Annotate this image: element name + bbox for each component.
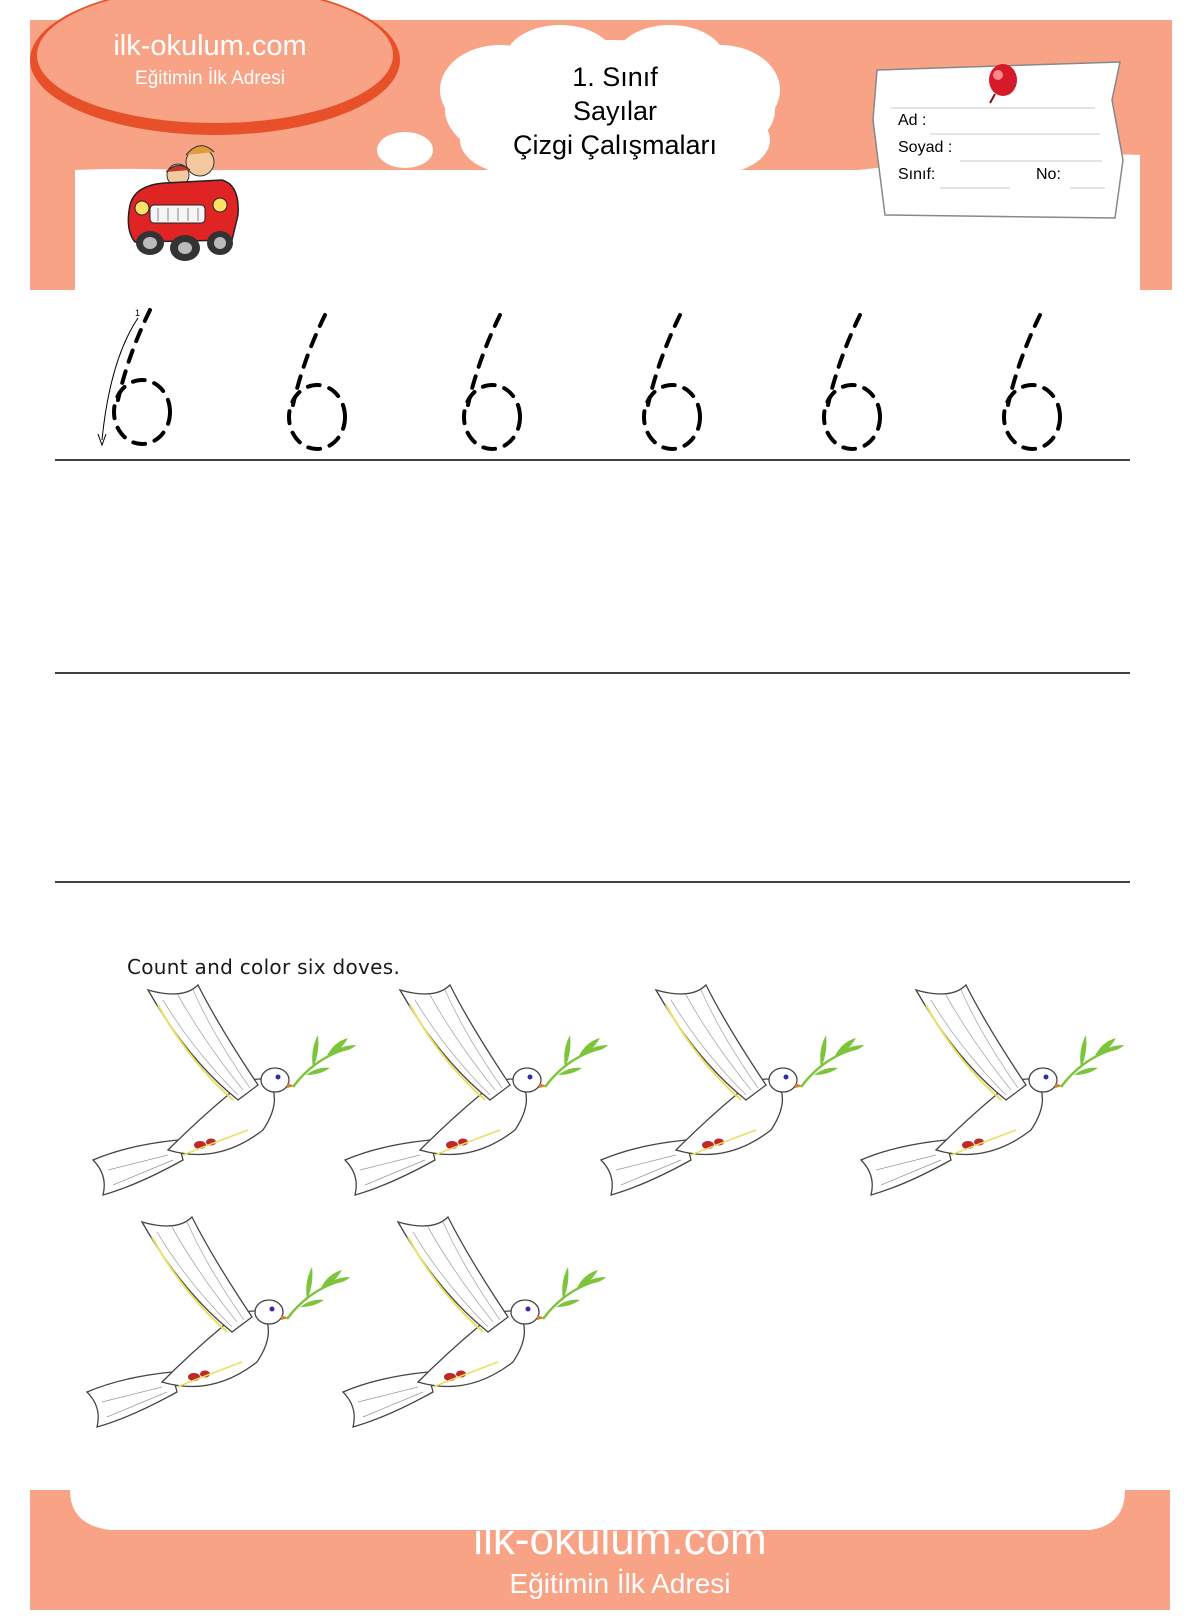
grade-label: 1. Sınıf xyxy=(572,62,658,92)
name-label: Ad : xyxy=(898,112,927,129)
dove-1[interactable] xyxy=(93,985,356,1195)
dove-6[interactable] xyxy=(343,1217,606,1427)
subject-label: Sayılar xyxy=(572,96,658,126)
class-label: Sınıf: xyxy=(898,166,936,183)
footer-subtitle: Eğitimin İlk Adresi xyxy=(509,1568,731,1599)
logo-title[interactable]: ilk-okulum.com xyxy=(113,30,307,62)
footer-title[interactable]: ilk-okulum.com xyxy=(473,1515,767,1564)
dove-4[interactable] xyxy=(861,985,1124,1195)
dove-5[interactable] xyxy=(87,1217,350,1427)
surname-label: Soyad : xyxy=(898,139,953,156)
topic-label: Çizgi Çalışmaları xyxy=(512,130,718,160)
exercise-instruction: Count and color six doves. xyxy=(127,955,401,979)
stroke-start-marker: 1 xyxy=(135,308,141,318)
number-label: No: xyxy=(1036,166,1061,183)
logo-subtitle: Eğitimin İlk Adresi xyxy=(135,68,285,89)
dove-2[interactable] xyxy=(345,985,608,1195)
dove-3[interactable] xyxy=(601,985,864,1195)
